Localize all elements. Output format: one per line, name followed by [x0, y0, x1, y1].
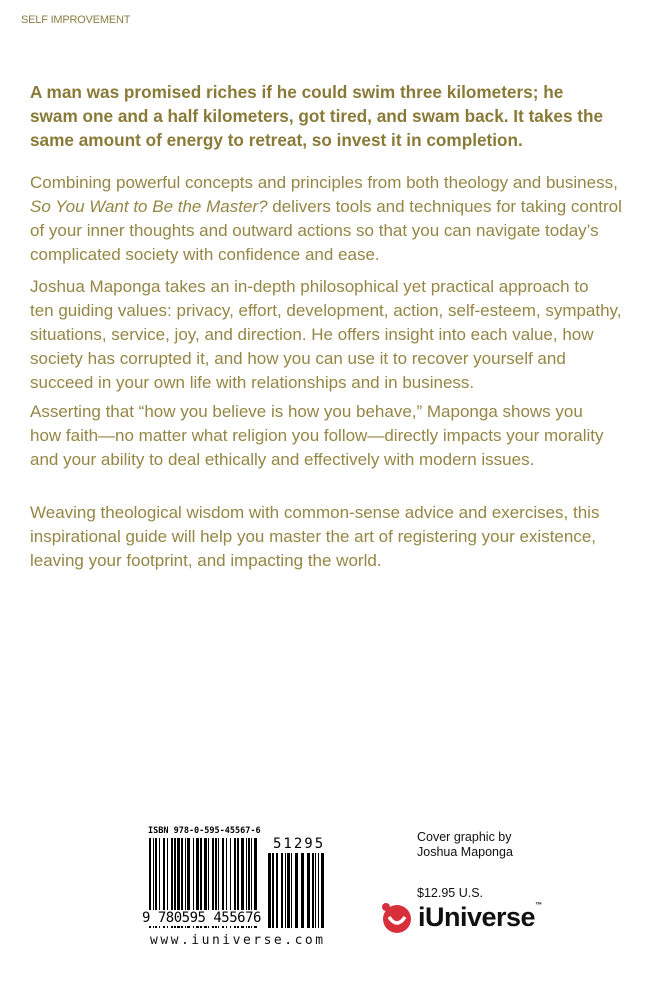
price-code: 51295 — [273, 836, 326, 852]
paragraph-text: delivers tools and techniques for taking control — [272, 197, 622, 216]
paragraph-line: leaving your footprint, and impacting the world. — [30, 551, 382, 570]
paragraph-line: complicated society with confidence and ease. — [30, 245, 380, 264]
barcode-bar — [301, 853, 304, 928]
publisher-name: iUniverse™ — [418, 901, 542, 932]
paragraph-line: Joshua Maponga takes an in-depth philosophical yet practical approach to — [30, 277, 589, 296]
barcode-bar — [321, 853, 324, 928]
credit-line: Joshua Maponga — [417, 845, 513, 859]
barcode-bar — [268, 853, 271, 928]
barcode-bar — [291, 853, 292, 928]
barcode-bar — [312, 853, 314, 928]
headline-line: swam one and a half kilometers, got tired, and swam back. It takes the — [30, 106, 604, 126]
barcode-bar — [315, 853, 316, 928]
barcode-bar — [281, 853, 283, 928]
cover-credit — [417, 830, 513, 860]
headline-line: same amount of energy to retreat, so invest it in completion. — [30, 130, 523, 150]
price: $12.95 U.S. — [417, 886, 484, 900]
headline-line: A man was promised riches if he could swim three kilometers; he — [30, 82, 564, 102]
credit-line: Cover graphic by — [417, 830, 512, 844]
barcode-bar — [287, 853, 290, 928]
barcode-bar — [285, 853, 286, 928]
barcode-bar — [318, 853, 319, 928]
book-title: So You Want to Be the Master? — [30, 197, 268, 216]
barcode-bar — [295, 853, 298, 928]
paragraph-line: situations, service, joy, and direction. He offers insight into each value, how — [30, 325, 594, 344]
barcode-bar — [272, 853, 274, 928]
ean-digits: 9 780595 455676 — [142, 910, 261, 926]
paragraph-line: inspirational guide will help you master the art of registering your existence, — [30, 527, 597, 546]
paragraph-line: Asserting that “how you believe is how you behave,” Maponga shows you — [30, 402, 583, 421]
paragraph-line: and your ability to deal ethically and effectively with modern issues. — [30, 450, 535, 469]
category-label: SELF IMPROVEMENT — [21, 14, 131, 26]
isbn-text: ISBN 978-0-595-45567-6 — [148, 826, 261, 836]
barcode-bar — [276, 853, 278, 928]
paragraph-line: Combining powerful concepts and principles from both theology and business, — [30, 173, 618, 192]
publisher-logo — [380, 900, 542, 934]
iuniverse-logo-icon — [380, 900, 414, 934]
paragraph-line: how faith—no matter what religion you follow—directly impacts your morality — [30, 426, 604, 445]
paragraph-line: Weaving theological wisdom with common-sense advice and exercises, this — [30, 503, 600, 522]
paragraph-line: society has corrupted it, and how you can use it to recover yourself and — [30, 349, 566, 368]
paragraph-line: of your inner thoughts and outward actions so that you can navigate today’s — [30, 221, 599, 240]
paragraph-line: succeed in your own life with relationships and in business. — [30, 373, 475, 392]
paragraph-line: ten guiding values: privacy, effort, development, action, self-esteem, sympathy, — [30, 301, 622, 320]
website-url: www.iuniverse.com — [150, 933, 326, 948]
barcode-bar — [307, 853, 310, 928]
